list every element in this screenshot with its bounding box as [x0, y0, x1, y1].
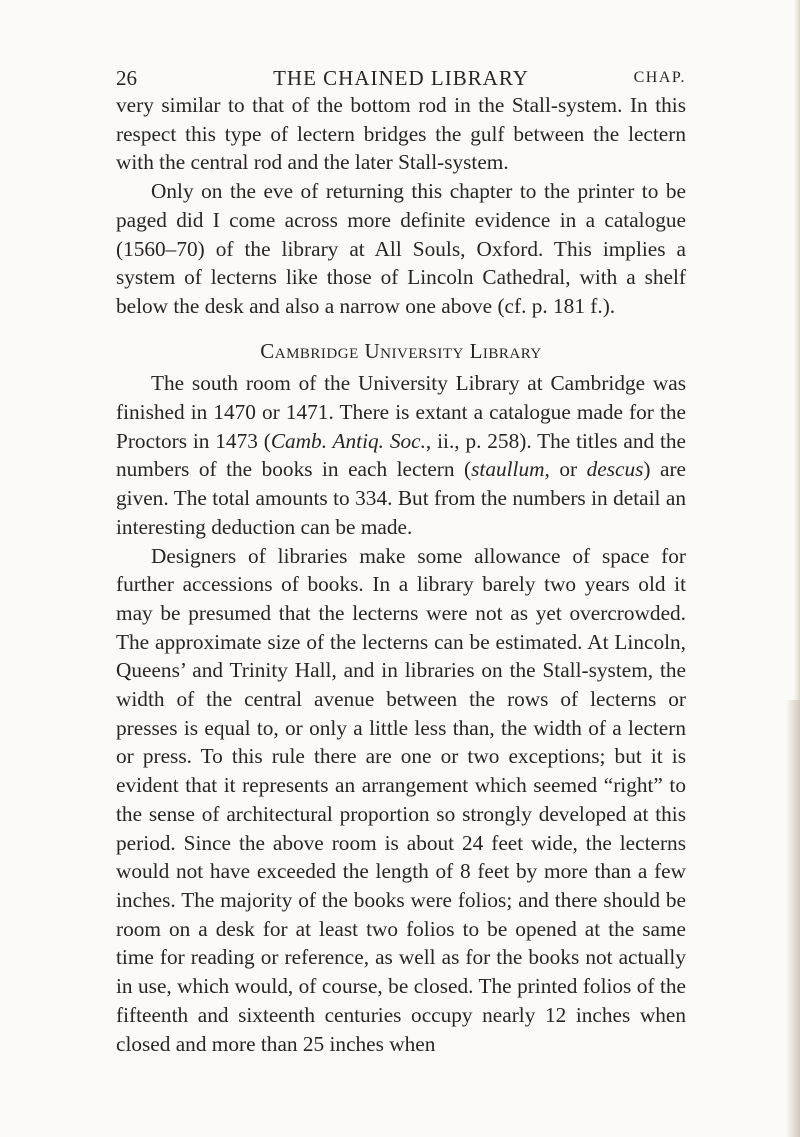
paragraph-all-souls: Only on the eve of returning this chapter to the printer to be paged did I come across more definite evidence in a catalogue (1560–70) of the library at All Souls, Oxford. This implies a system of lecterns like those of Lincoln Cathedral, with a shelf below the desk and also a narrow one above (cf. p. 181 f.). [116, 179, 686, 318]
running-title: THE CHAINED LIBRARY [273, 66, 529, 90]
paragraph-text: , ii., p. 258). The titles and the numbers of the books in each lectern ( [116, 428, 686, 482]
paragraph-continuation: very similar to that of the bottom rod in the Stall-system. In this respect this type of lectern bridges the gulf between the lectern with the central rod and the later Stall-system. [116, 93, 686, 175]
page-number: 26 [116, 66, 137, 90]
body-text [116, 91, 686, 1058]
chapter-mark: CHAP. [633, 69, 686, 86]
paragraph-text: ) are given. The total amounts to 334. But from the numbers in detail an interesting deduction can be made. [116, 457, 686, 539]
section-heading: Cambridge University Library [260, 338, 542, 363]
paragraph-designers: Designers of libraries make some allowance of space for further accessions of books. In a library barely two years old it may be presumed that the lecterns were not as yet overcrowded. The approximate size of the lecterns can be estimated. At Lincoln, Queens’ and Trinity Hall, and in libraries on the Stall-system, the width of the central avenue between the rows of lecterns or presses is equal to, or only a little less than, the width of a lectern or press. To this rule there are one or two exceptions; but it is evident that it represents an arrangement which seemed “right” to the sense of architectural proportion so strongly developed at this period. Since the above room is about 24 feet wide, the lecterns would not have exceeded the length of 8 feet by more than a few inches. The majority of the books were folios; and there should be room on a desk for at least two folios to be opened at the same time for reading or reference, as well as for the books not actually in use, which would, of course, be closed. The printed folios of the fifteenth and sixteenth centuries occupy nearly 12 inches when closed and more than 25 inches when [116, 543, 686, 1056]
running-head [116, 66, 686, 92]
latin-term-italic: staullum [471, 457, 545, 482]
paragraph-cambridge-catalogue [116, 369, 686, 541]
paragraph-text: The south room of the University Library at Cambridge was finished in 1470 or 1471. There is extant a catalogue made for the Proctors in 1473 ( [116, 371, 686, 453]
page-edge-shadow-lower [786, 700, 800, 1137]
latin-term-italic: descus [586, 457, 644, 482]
citation-italic: Camb. Antiq. Soc. [270, 428, 426, 453]
paragraph-text: , or [544, 457, 587, 482]
